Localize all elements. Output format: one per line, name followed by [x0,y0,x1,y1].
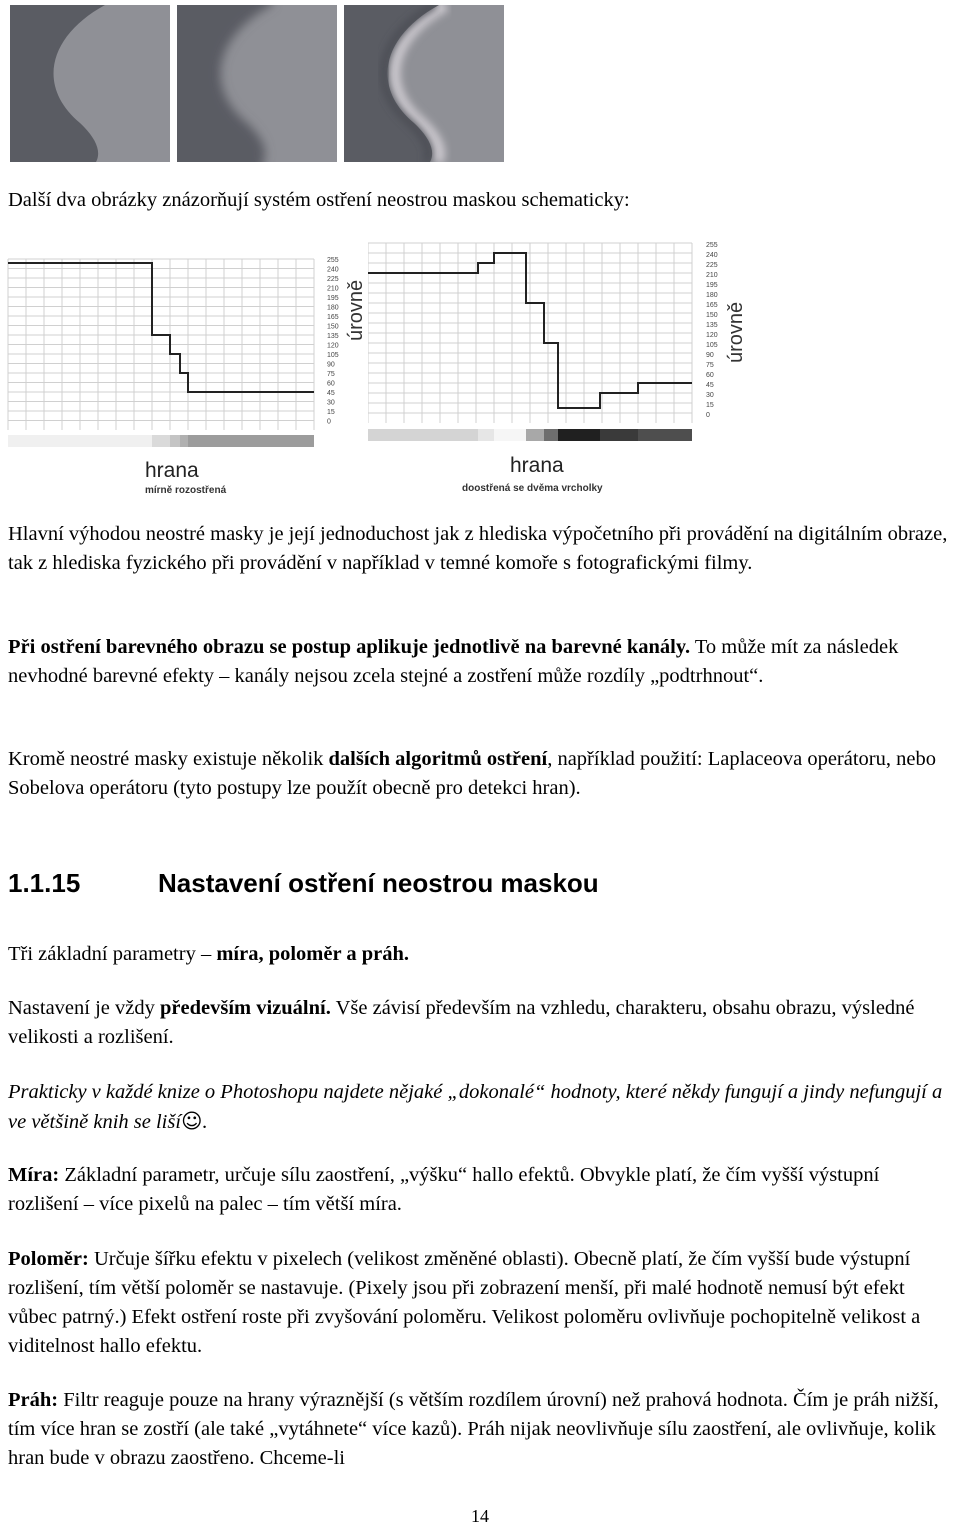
axis-label: úrovně [725,301,747,363]
edge-thumbnail-sharpened [344,5,504,162]
svg-text:120: 120 [327,342,339,350]
svg-text:135: 135 [327,333,339,340]
svg-text:60: 60 [327,380,335,388]
svg-text:75: 75 [327,371,335,378]
svg-text:180: 180 [327,304,339,312]
paragraph-parameters: Tři základní parametry – míra, poloměr a práh. [8,943,409,965]
grid [8,259,314,430]
svg-text:255: 255 [327,257,339,264]
svg-text:105: 105 [327,352,339,359]
svg-text:240: 240 [327,266,339,274]
paragraph-radius: Poloměr: Určuje šířku efektu v pixelech (velikost změněné oblasti). Obecně platí, že čím vyšší bude výstupní rozlišení, tím větší poloměr se nastavuje. (Pixely jsou při zobrazení menší, při malé hodnotě nemusí být efekt vůbec patrný.) Efekt ostření roste při zvyšování poloměru. Velikost poloměru ovlivňuje pochopitelně velikost a viditelnost hallo efektu. [8,1248,921,1357]
paragraph-amount: Míra: Základní parametr, určuje sílu zaostření, „výšku“ hallo efektů. Obvykle platí, že čím vyšší výstupní rozlišení – více pixelů na palec – tím větší míra. [8,1164,880,1215]
paragraph-visual-setting: Nastavení je vždy především vizuální. Vše závisí především na vzhledu, charakteru, obsahu obrazu, výsledné velikosti a rozlišení. [8,997,915,1048]
gradient-strip [368,429,692,441]
diagram-right [368,235,768,505]
svg-text:15: 15 [327,409,335,416]
svg-text:210: 210 [327,285,339,293]
svg-text:150: 150 [327,323,339,331]
paragraph-photoshop-books: Prakticky v každé knize o Photoshopu najdete nějaké „dokonalé“ hodnoty, které někdy fungují a jindy nefungují a ve většině knih se liší☺. [8,1081,943,1133]
paragraph-advantage: Hlavní výhodou neostré masky je její jednoduchost jak z hlediska výpočetního při provádění na digitálním obraze, tak z hlediska fyzického při provádění v například v temné komoře s fotografickými filmy. [8,523,948,574]
diagram-caption: hrana [145,459,199,482]
svg-text:120: 120 [706,332,718,339]
svg-text:180: 180 [706,292,718,299]
axis-label: úrovně [345,279,367,341]
svg-text:90: 90 [327,361,335,369]
svg-text:30: 30 [706,392,714,399]
svg-text:150: 150 [706,312,718,319]
paragraph-color-channels: Při ostření barevného obrazu se postup aplikuje jednotlivě na barevné kanály. To může mít za následek nevhodné barevné efekty – kanály nejsou zcela stejné a zostření může rozdíly „podtrhnout“. [8,636,899,687]
svg-text:30: 30 [327,399,335,407]
svg-text:195: 195 [706,282,718,289]
svg-text:90: 90 [706,352,714,359]
diagram-caption: hrana [510,454,564,477]
svg-text:45: 45 [706,382,714,389]
svg-text:165: 165 [706,302,718,309]
edge-thumbnail-original [10,5,170,162]
svg-text:135: 135 [706,322,718,329]
svg-text:75: 75 [706,362,714,369]
section-heading: 1.1.15 Nastavení ostření neostrou maskou [8,868,599,898]
svg-text:225: 225 [327,276,339,283]
gradient-strip [8,435,314,447]
edge-thumbnail-blurred [177,5,337,162]
level-scale [706,242,718,419]
svg-text:45: 45 [327,390,335,397]
diagram-subcaption: mírně rozostřená [145,485,227,496]
grid [368,243,692,423]
page-number: 14 [471,1506,489,1526]
paragraph-other-algorithms: Kromě neostré masky existuje několik dalších algoritmů ostření, například použití: Laplaceova operátoru, nebo Sobelova operátoru (tyto postupy lze použít obecně pro detekci hran). [8,748,936,799]
svg-text:165: 165 [327,314,339,321]
svg-text:255: 255 [706,242,718,249]
intro-text: Další dva obrázky znázorňují systém ostření neostrou maskou schematicky: [8,189,630,211]
svg-text:195: 195 [327,295,339,302]
svg-text:15: 15 [706,402,714,409]
svg-text:0: 0 [327,418,331,426]
svg-text:0: 0 [706,412,710,419]
svg-text:210: 210 [706,272,718,279]
svg-text:105: 105 [706,342,718,349]
svg-text:60: 60 [706,372,714,379]
paragraph-threshold: Práh: Filtr reaguje pouze na hrany výraznější (s větším rozdílem úrovní) než prahová hodnota. Čím je práh nižší, tím více hran se zostří (ale také „vytáhnete“ více kazů). Práh nijak neovlivňuje sílu zaostření, ale ovlivňuje, kolik hran bude v obrazu zaostřeno. Chceme-li [8,1389,939,1469]
svg-text:225: 225 [706,262,718,269]
level-scale [327,257,339,426]
diagram-subcaption: doostřená se dvěma vrcholky [462,483,603,494]
smiley-icon: ☺ [181,1109,203,1133]
svg-text:240: 240 [706,252,718,259]
